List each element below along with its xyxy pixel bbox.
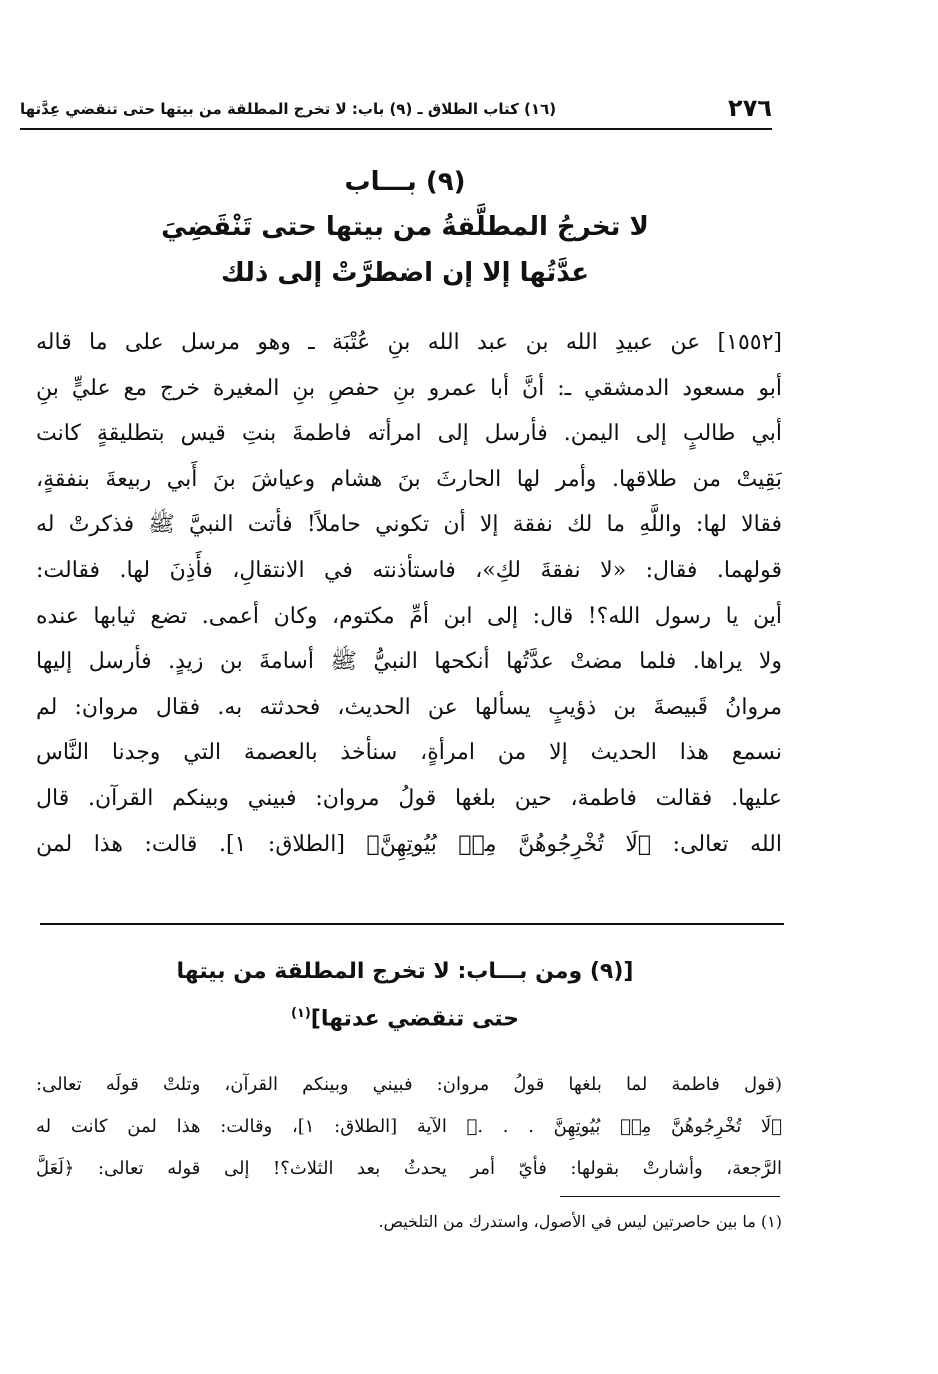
running-header xyxy=(20,92,772,130)
commentary-text-line: (قول فاطمة لما بلغها قولُ مروان: فبيني وبينكم القرآن، وتلتْ قولَه تعالى: xyxy=(36,1074,782,1095)
main-text xyxy=(36,320,782,867)
chapter-number: (٩) بـــاب xyxy=(344,167,466,197)
page-number: ٢٧٦ xyxy=(728,94,772,122)
main-text-line: عليها. فقالت فاطمة، حين بلغها قولُ مروان: فبيني وبينكم القرآن. قال xyxy=(36,785,782,811)
commentary-separator xyxy=(40,923,784,925)
main-text-line: الله تعالى: ﴿لَا تُخْرِجُوهُنَّ مِنۢ بُيُوتِهِنَّ﴾ [الطلاق: ١]. قالت: هذا لمن xyxy=(36,831,782,857)
footnote: (١) ما بين حاصرتين ليس في الأصول، واستدرك من التلخيص. xyxy=(378,1212,782,1231)
main-text-line: نسمع هذا الحديث إلا من امرأةٍ، سنأخذ بالعصمة التي وجدنا النَّاس xyxy=(36,740,782,766)
running-header-title: (١٦) كتاب الطلاق ـ (٩) باب: لا تخرج المطلقة من بيتها حتى تنقضي عِدَّتها xyxy=(20,100,557,118)
commentary-text-line: الرَّجعة، وأشارتْ بقولها: فأيّ أمر يحدثُ بعد الثلاث؟! إلى قوله تعالى: ﴿لَعَلَّ xyxy=(36,1158,782,1179)
main-text-line: مروانُ قَبيصةَ بن ذؤيبٍ يسألها عن الحديث، فحدثته به. فقال مروان: لم xyxy=(36,694,782,720)
main-text-line: أين يا رسول الله؟! قال: إلى ابن أمِّ مكتوم، وكان أعمى. تضع ثيابها عنده xyxy=(36,603,782,629)
chapter-title-line-2: عدَّتُها إلا إن اضطرَّتْ إلى ذلك xyxy=(220,258,590,288)
main-text-line: قولهما. فقال: «لا نفقةَ لكِ»، فاستأذنته في الانتقالِ، فأَذِنَ لها. فقالت: xyxy=(36,557,782,583)
main-text-line: فقالا لها: واللَّهِ ما لك نفقة إلا أن تكوني حاملاً! فأتت النبيَّ ﷺ فذكرتْ له xyxy=(36,512,782,538)
commentary-heading-line-2-text: حتى تنقضي عدتها] xyxy=(310,1006,520,1032)
commentary-heading-line-2 xyxy=(40,994,770,1034)
commentary-text-line: ﴿لَا تُخْرِجُوهُنَّ مِنۢ بُيُوتِهِنَّ . . .﴾ الآية [الطلاق: ١]، وقالت: هذا لمن كانت له xyxy=(36,1116,782,1137)
footnote-separator xyxy=(560,1196,780,1197)
main-text-line: بَقِيتْ من طلاقها. وأمر لها الحارثَ بنَ هشام وعياشَ بنَ أَبي ربيعةَ بنفقةٍ، xyxy=(36,466,782,492)
main-text-line: أبي طالبٍ إلى اليمن. فأرسل إلى امرأته فاطمةَ بنتِ قيس بتطليقةٍ كانت xyxy=(36,421,782,447)
footnote-reference: (١) xyxy=(290,1006,311,1021)
commentary-text xyxy=(36,1064,782,1190)
main-text-line: [١٥٥٢] عن عبيدِ الله بن عبد الله بنِ عُتْبَة ـ وهو مرسل على ما قاله xyxy=(36,330,782,355)
chapter-title-line-1: لا تخرجُ المطلَّقةُ من بيتها حتى تَنْقَضِيَ xyxy=(161,212,649,242)
chapter-heading xyxy=(40,160,770,296)
main-text-line: أبو مسعود الدمشقي ـ: أنَّ أبا عمرو بنِ حفصِ بنِ المغيرة خرج مع عليٍّ بنِ xyxy=(36,375,782,401)
commentary-heading-line-1: [(٩) ومن بـــاب: لا تخرج المطلقة من بيتها xyxy=(176,959,634,984)
commentary-heading xyxy=(40,950,770,1034)
main-text-line: ولا يراها. فلما مضتْ عدَّتُها أنكحها النبيُّ ﷺ أسامةَ بن زيدٍ. فأرسل إليها xyxy=(36,649,782,675)
